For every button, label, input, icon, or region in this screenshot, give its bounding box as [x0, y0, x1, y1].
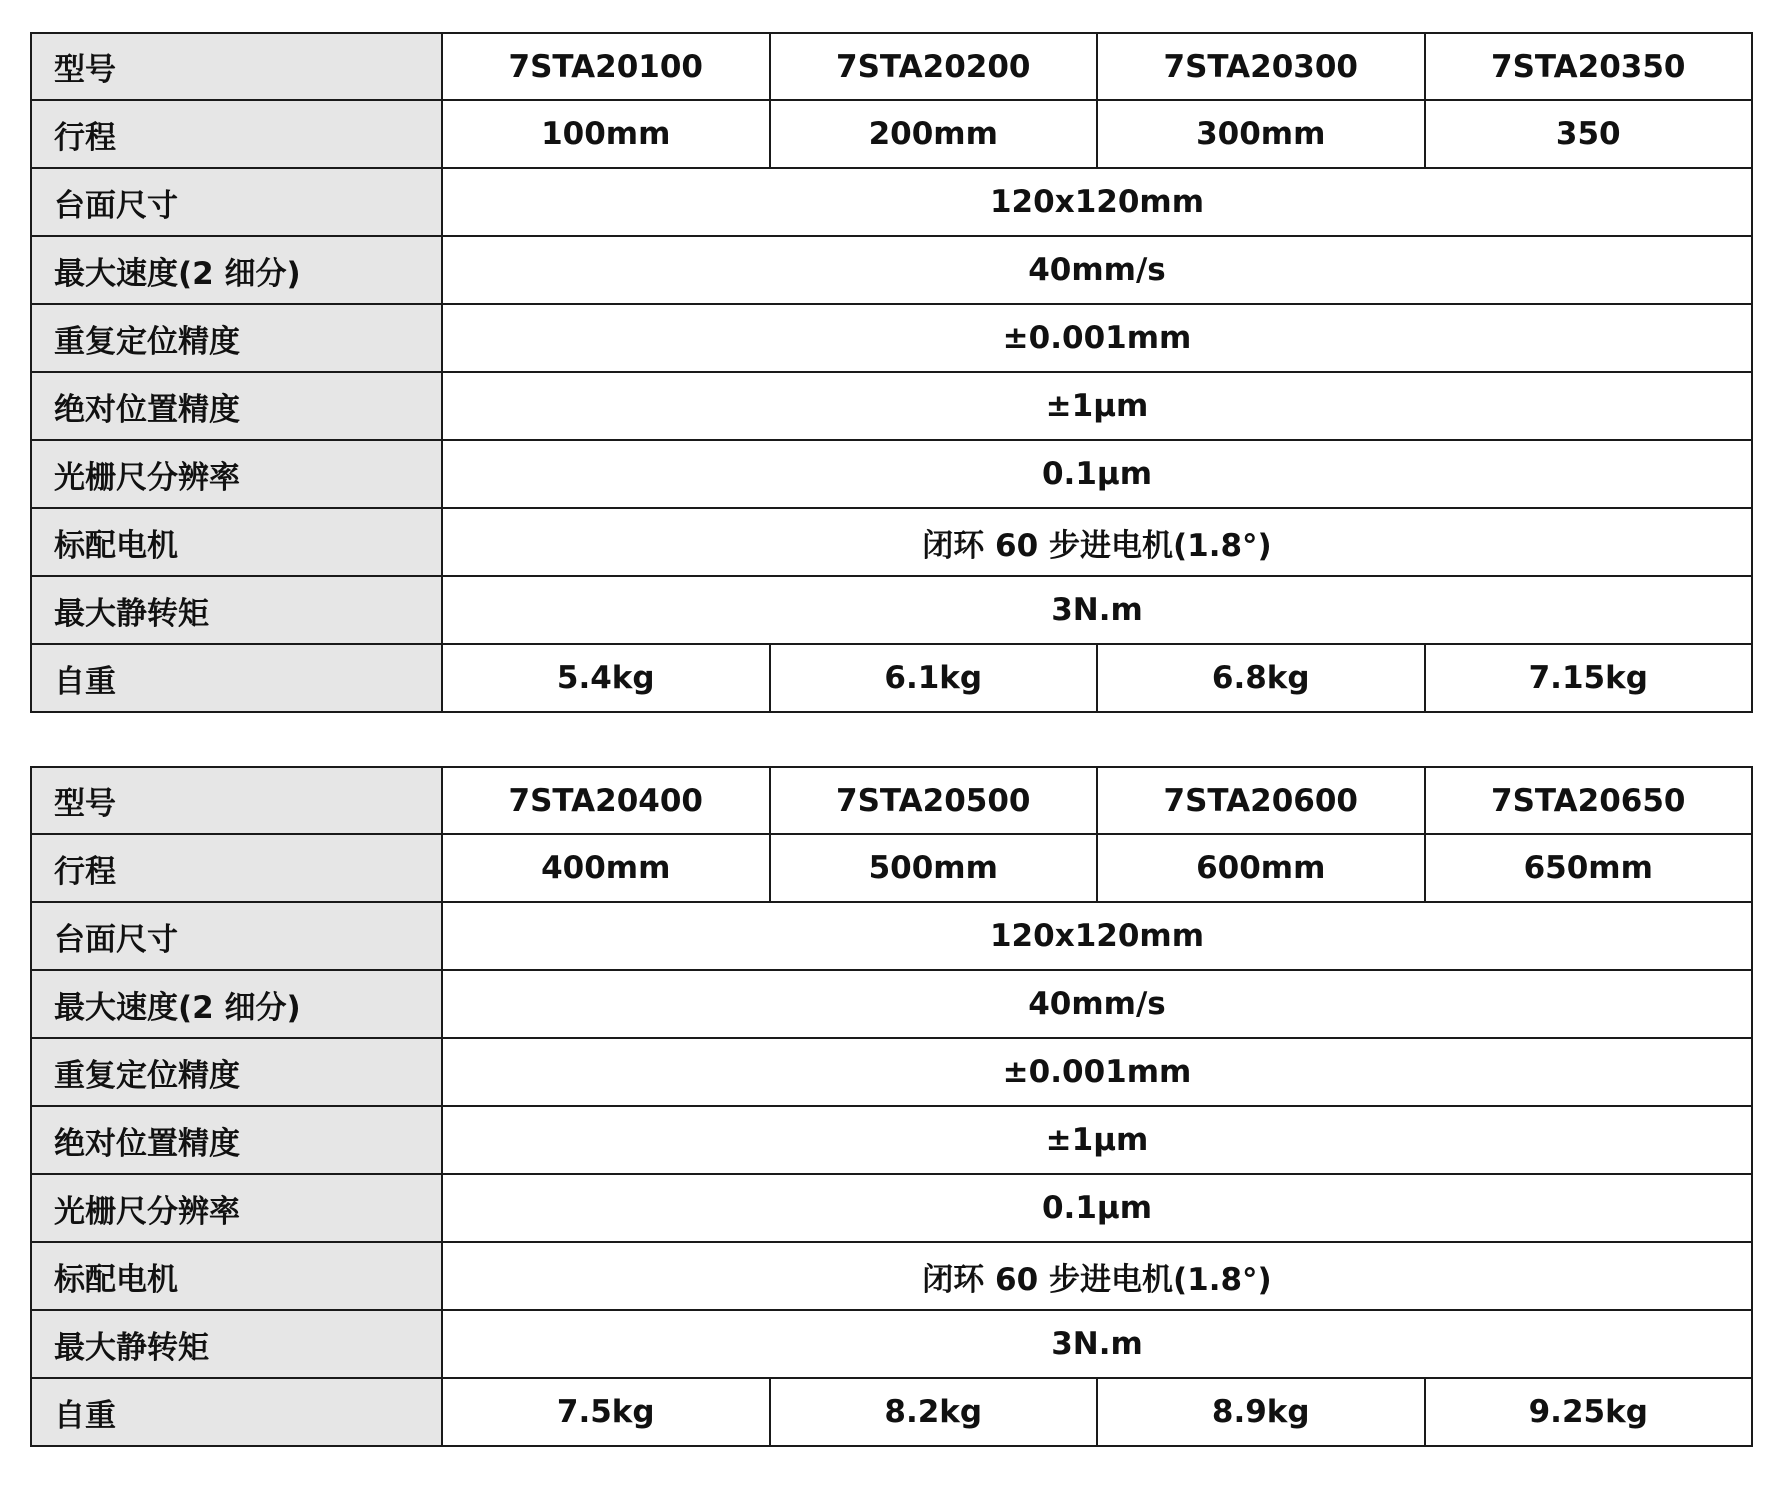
max-speed-row [31, 970, 1752, 1038]
model-cell: 7STA20500 [770, 767, 1098, 834]
stroke-cell: 650mm [1425, 834, 1753, 902]
table-size-row [31, 168, 1752, 236]
weight-row [31, 1378, 1752, 1446]
max-speed-value: 40mm/s [442, 970, 1752, 1038]
stroke-cell: 500mm [770, 834, 1098, 902]
max-static-torque-label: 最大静转矩 [31, 1310, 442, 1378]
stroke-label: 行程 [31, 100, 442, 168]
table-size-value: 120x120mm [442, 902, 1752, 970]
repeat-accuracy-row [31, 1038, 1752, 1106]
repeat-accuracy-value: ±0.001mm [442, 1038, 1752, 1106]
max-static-torque-row [31, 576, 1752, 644]
model-label: 型号 [31, 33, 442, 100]
grating-resolution-value: 0.1μm [442, 440, 1752, 508]
max-static-torque-value: 3N.m [442, 1310, 1752, 1378]
model-cell: 7STA20650 [1425, 767, 1753, 834]
stroke-label: 行程 [31, 834, 442, 902]
repeat-accuracy-value: ±0.001mm [442, 304, 1752, 372]
weight-cell: 7.5kg [442, 1378, 770, 1446]
max-static-torque-label: 最大静转矩 [31, 576, 442, 644]
motor-label: 标配电机 [31, 508, 442, 576]
table-size-label: 台面尺寸 [31, 902, 442, 970]
stroke-cell: 200mm [770, 100, 1098, 168]
model-row [31, 33, 1752, 100]
repeat-accuracy-label: 重复定位精度 [31, 1038, 442, 1106]
max-speed-label: 最大速度(2 细分) [31, 236, 442, 304]
grating-resolution-label: 光栅尺分辨率 [31, 440, 442, 508]
grating-resolution-value: 0.1μm [442, 1174, 1752, 1242]
table-size-row [31, 902, 1752, 970]
weight-cell: 6.8kg [1097, 644, 1425, 712]
absolute-accuracy-value: ±1μm [442, 1106, 1752, 1174]
weight-cell: 8.9kg [1097, 1378, 1425, 1446]
motor-label: 标配电机 [31, 1242, 442, 1310]
max-static-torque-value: 3N.m [442, 576, 1752, 644]
motor-row [31, 508, 1752, 576]
weight-label: 自重 [31, 1378, 442, 1446]
model-cell: 7STA20100 [442, 33, 770, 100]
weight-cell: 9.25kg [1425, 1378, 1753, 1446]
weight-label: 自重 [31, 644, 442, 712]
weight-cell: 8.2kg [770, 1378, 1098, 1446]
stroke-cell: 100mm [442, 100, 770, 168]
max-speed-value: 40mm/s [442, 236, 1752, 304]
motor-value: 闭环 60 步进电机(1.8°) [442, 1242, 1752, 1310]
grating-resolution-row [31, 1174, 1752, 1242]
model-cell: 7STA20400 [442, 767, 770, 834]
absolute-accuracy-row [31, 372, 1752, 440]
weight-cell: 7.15kg [1425, 644, 1753, 712]
stroke-cell: 350 [1425, 100, 1753, 168]
spec-table-1 [30, 32, 1753, 713]
model-cell: 7STA20600 [1097, 767, 1425, 834]
stroke-cell: 400mm [442, 834, 770, 902]
absolute-accuracy-label: 绝对位置精度 [31, 1106, 442, 1174]
absolute-accuracy-label: 绝对位置精度 [31, 372, 442, 440]
stroke-row [31, 100, 1752, 168]
repeat-accuracy-row [31, 304, 1752, 372]
weight-cell: 5.4kg [442, 644, 770, 712]
max-static-torque-row [31, 1310, 1752, 1378]
weight-row [31, 644, 1752, 712]
model-label: 型号 [31, 767, 442, 834]
weight-cell: 6.1kg [770, 644, 1098, 712]
stroke-row [31, 834, 1752, 902]
grating-resolution-label: 光栅尺分辨率 [31, 1174, 442, 1242]
absolute-accuracy-value: ±1μm [442, 372, 1752, 440]
motor-row [31, 1242, 1752, 1310]
max-speed-row [31, 236, 1752, 304]
max-speed-label: 最大速度(2 细分) [31, 970, 442, 1038]
absolute-accuracy-row [31, 1106, 1752, 1174]
motor-value: 闭环 60 步进电机(1.8°) [442, 508, 1752, 576]
model-cell: 7STA20350 [1425, 33, 1753, 100]
grating-resolution-row [31, 440, 1752, 508]
stroke-cell: 600mm [1097, 834, 1425, 902]
model-cell: 7STA20200 [770, 33, 1098, 100]
table-size-label: 台面尺寸 [31, 168, 442, 236]
table-size-value: 120x120mm [442, 168, 1752, 236]
stroke-cell: 300mm [1097, 100, 1425, 168]
model-row [31, 767, 1752, 834]
spec-table-2 [30, 766, 1753, 1447]
model-cell: 7STA20300 [1097, 33, 1425, 100]
repeat-accuracy-label: 重复定位精度 [31, 304, 442, 372]
